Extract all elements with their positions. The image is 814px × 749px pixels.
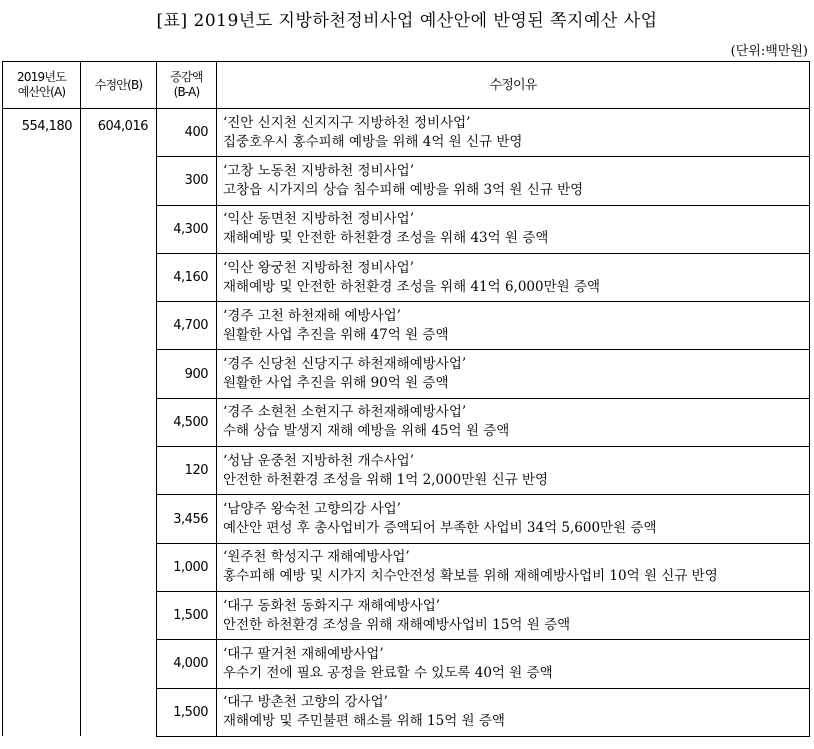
- table-row: [3, 109, 810, 157]
- reason-text: 우수기 전에 필요 공정을 완료할 수 있도록 40억 원 증액: [223, 664, 553, 681]
- reason-text: 홍수피해 예방 및 시가지 치수안전성 확보를 위해 재해예방사업비 10억 원 신규 반영: [223, 568, 718, 585]
- project-name: ‘경주 고천 하천재해 예방사업’: [223, 307, 401, 324]
- project-name: ‘경주 소현천 소현지구 하천재해예방사업’: [223, 404, 467, 421]
- reason-cell: [217, 495, 810, 543]
- change-cell: 300: [157, 157, 217, 205]
- project-name: ‘익산 왕궁천 지방하천 정비사업’: [223, 259, 414, 276]
- unit-label: (단위:백만원): [730, 44, 808, 59]
- reason-text: 예산안 편성 후 총사업비가 증액되어 부족한 사업비 34억 5,600만원 증액: [223, 520, 657, 537]
- reason-text: 안전한 하천환경 조성을 위해 재해예방사업비 15억 원 증액: [223, 616, 571, 633]
- project-name: ‘남양주 왕숙천 고향의강 사업’: [223, 501, 401, 518]
- reason-cell: [217, 688, 810, 736]
- reason-text: 재해예방 및 안전한 하천환경 조성을 위해 41억 6,000만원 증액: [223, 278, 601, 295]
- reason-text: 수해 상습 발생지 재해 예방을 위해 45억 원 증액: [223, 423, 510, 440]
- reason-cell: [217, 205, 810, 253]
- change-cell: 4,000: [157, 640, 217, 688]
- change-cell: 900: [157, 350, 217, 398]
- reason-cell: [217, 157, 810, 205]
- header-change: 증감액 (B-A): [157, 62, 217, 109]
- project-name: ‘진안 신지천 신지지구 지방하천 정비사업’: [223, 114, 471, 131]
- reason-cell: [217, 398, 810, 446]
- reason-cell: [217, 350, 810, 398]
- change-cell: 1,000: [157, 543, 217, 591]
- reason-cell: [217, 591, 810, 639]
- table-body: [3, 109, 810, 737]
- project-name: ‘원주천 학성지구 재해예방사업’: [223, 549, 410, 566]
- project-name: ‘대구 팔거천 재해예방사업’: [223, 645, 384, 662]
- budget-table: [2, 61, 810, 737]
- change-cell: 1,500: [157, 688, 217, 736]
- change-cell: 1,500: [157, 591, 217, 639]
- change-cell: 4,160: [157, 253, 217, 301]
- header-reason: 수정이유: [217, 62, 810, 109]
- project-name: ‘대구 동화천 동화지구 재해예방사업’: [223, 597, 441, 614]
- reason-text: 재해예방 및 안전한 하천환경 조성을 위해 43억 원 증액: [223, 230, 549, 247]
- reason-cell: [217, 109, 810, 157]
- reason-cell: [217, 302, 810, 350]
- change-cell: 4,300: [157, 205, 217, 253]
- reason-text: 고창읍 시가지의 상습 침수피해 예방을 위해 3억 원 신규 반영: [223, 181, 584, 198]
- change-cell: 120: [157, 447, 217, 495]
- project-name: ‘경주 신당천 신당지구 하천재해예방사업’: [223, 356, 467, 373]
- change-cell: 4,500: [157, 398, 217, 446]
- project-name: ‘대구 방촌천 고향의 강사업’: [223, 694, 388, 711]
- project-name: ‘익산 동면천 지방하천 정비사업’: [223, 211, 414, 228]
- reason-text: 집중호우시 홍수피해 예방을 위해 4억 원 신규 반영: [223, 133, 523, 150]
- budget2019-value: 554,180: [3, 109, 81, 737]
- reason-cell: [217, 447, 810, 495]
- change-cell: 4,700: [157, 302, 217, 350]
- reason-cell: [217, 640, 810, 688]
- project-name: ‘고창 노동천 지방하천 정비사업’: [223, 162, 414, 179]
- reason-text: 원활한 사업 추진을 위해 90억 원 증액: [223, 375, 449, 392]
- reason-text: 안전한 하천환경 조성을 위해 1억 2,000만원 신규 반영: [223, 471, 549, 488]
- reason-cell: [217, 543, 810, 591]
- project-name: ‘성남 운중천 지방하천 개수사업’: [223, 452, 414, 469]
- reason-text: 재해예방 및 주민불편 해소를 위해 15억 원 증액: [223, 713, 505, 730]
- change-cell: 3,456: [157, 495, 217, 543]
- reason-cell: [217, 253, 810, 301]
- reason-text: 원활한 사업 추진을 위해 47억 원 증액: [223, 326, 449, 343]
- header-revised: 수정안(B): [81, 62, 157, 109]
- table-header-row: [3, 62, 810, 109]
- change-cell: 400: [157, 109, 217, 157]
- page-title: [표] 2019년도 지방하천정비사업 예산안에 반영된 쪽지예산 사업: [156, 11, 658, 31]
- header-budget2019: 2019년도 예산안(A): [3, 62, 81, 109]
- revised-value: 604,016: [81, 109, 157, 737]
